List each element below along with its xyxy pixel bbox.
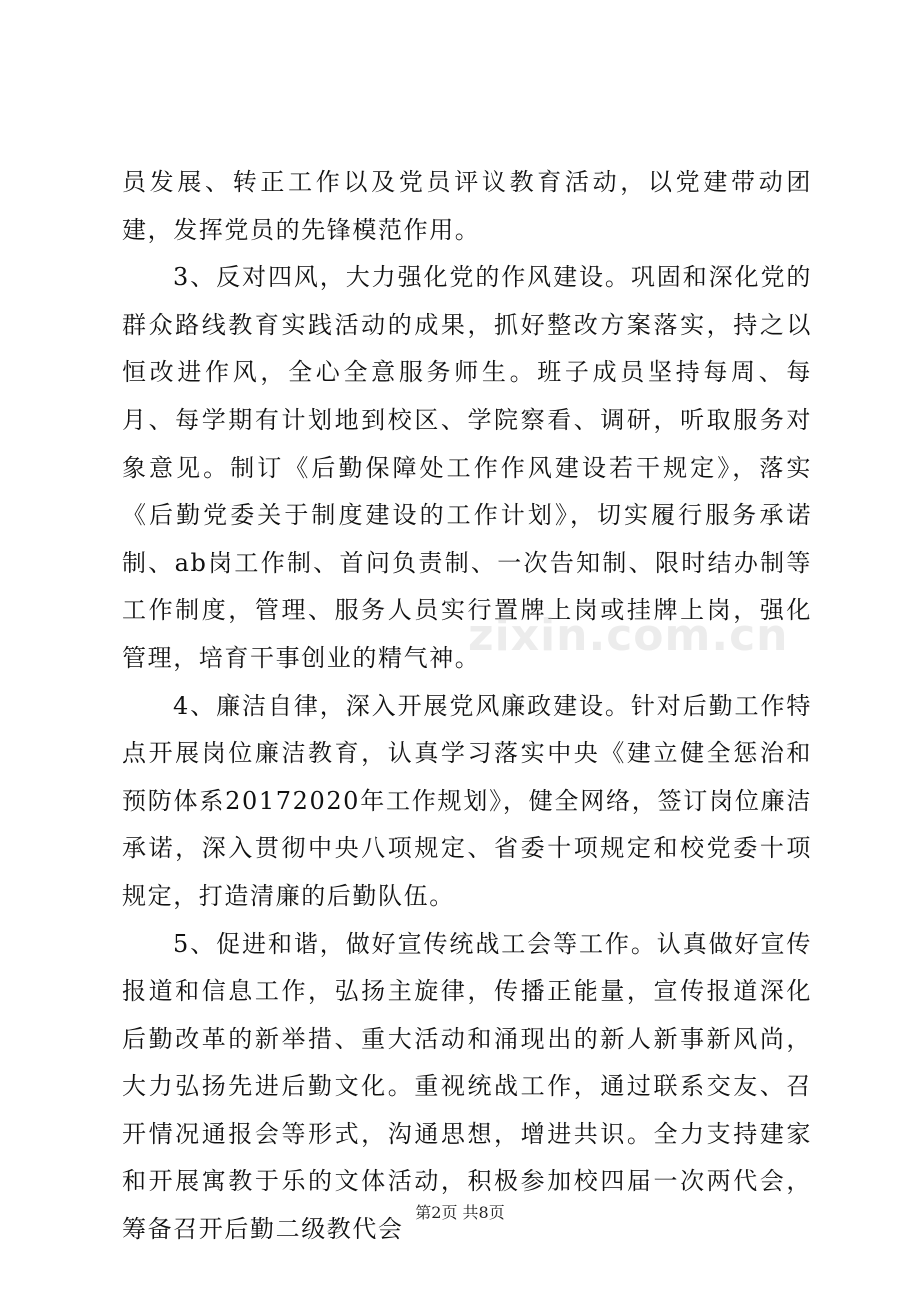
paragraph-item-4: 4、廉洁自律，深入开展党风廉政建设。针对后勤工作特点开展岗位廉洁教育，认真学习落实中央《建立健全惩治和预防体系20172020年工作规划》，健全网络，签订岗位廉洁承诺，深入贯彻中央八项规定、省委十项规定和校党委十项规定，打造清廉的后勤队伍。 xyxy=(122,691,812,910)
page-number-footer: 第2页 共8页 xyxy=(415,1203,505,1222)
paragraph-item-3: 3、反对四风，大力强化党的作风建设。巩固和深化党的群众路线教育实践活动的成果，抓好整改方案落实，持之以恒改进作风，全心全意服务师生。班子成员坚持每周、每月、每学期有计划地到校区、学院察看、调研，听取服务对象意见。制订《后勤保障处工作作风建设若干规定》，落实《后勤党委关于制度建设的工作计划》，切实履行服务承诺制、ab岗工作制、首问负责制、一次告知制、限时结办制等工作制度，管理、服务人员实行置牌上岗或挂牌上岗，强化管理，培育干事创业的精气神。 xyxy=(122,263,812,672)
document-body xyxy=(122,159,812,1254)
paragraph-item-5: 5、促进和谐，做好宣传统战工会等工作。认真做好宣传报道和信息工作，弘扬主旋律，传播正能量，宣传报道深化后勤改革的新举措、重大活动和涌现出的新人新事新风尚，大力弘扬先进后勤文化。重视统战工作，通过联系交友、召开情况通报会等形式，沟通思想，增进共识。全力支持建家和开展寓教于乐的文体活动，积极参加校四届一次两代会，筹备召开后勤二级教代会 xyxy=(122,929,812,1244)
paragraph-continuation: 员发展、转正工作以及党员评议教育活动，以党建带动团建，发挥党员的先锋模范作用。 xyxy=(122,168,812,244)
watermark: zixin.com.cn xyxy=(468,610,789,661)
